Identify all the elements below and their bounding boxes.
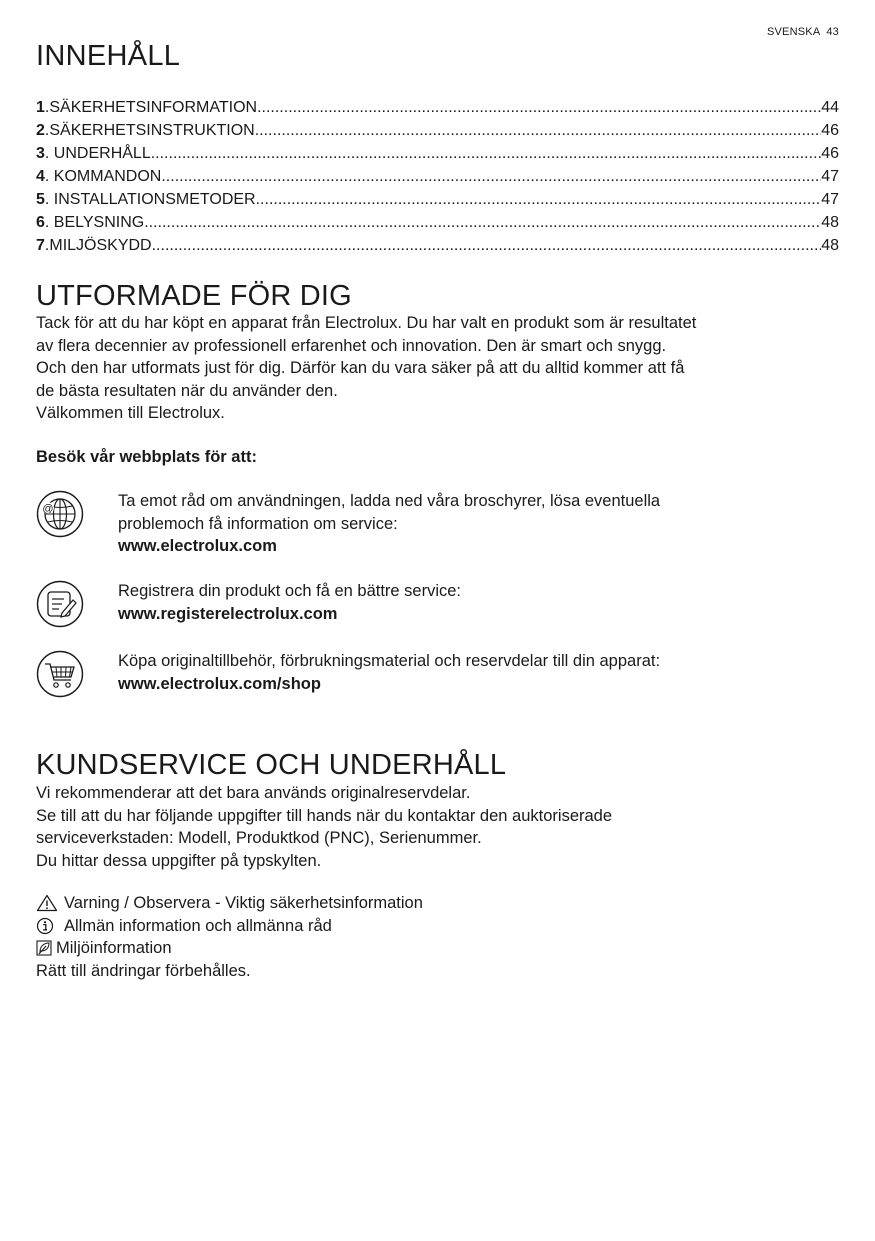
intro-line: av flera decennier av professionell erfarenhet och innovation. Den är smart och snygg.: [36, 336, 667, 355]
toc-label: SÄKERHETSINFORMATION: [49, 99, 258, 116]
legend-item: [36, 892, 736, 915]
intro-line: de bästa resultaten när du använder den.: [36, 381, 338, 400]
toc-page: 47: [821, 168, 839, 185]
toc-label: BELYSNING: [53, 214, 145, 231]
toc-item[interactable]: [36, 96, 839, 119]
toc-leader: [255, 119, 821, 142]
service-text: [118, 650, 818, 695]
toc-separator: .: [44, 214, 54, 231]
customer-service-line: Se till att du har följande uppgifter till hands när du kontaktar den auktoriserade: [36, 806, 613, 825]
toc-separator: .: [44, 99, 50, 116]
toc-number: 2: [36, 122, 45, 139]
toc-page: 44: [821, 99, 839, 116]
toc-label: MILJÖSKYDD: [49, 237, 152, 254]
toc-title: INNEHÅLL: [36, 40, 181, 72]
customer-service-text: [36, 782, 826, 872]
customer-service-title: KUNDSERVICE OCH UNDERHÅLL: [36, 749, 507, 781]
svg-text:@: @: [42, 503, 54, 515]
warning-icon: [36, 894, 58, 912]
toc-number: 6: [36, 214, 45, 231]
toc-number: 4: [36, 168, 45, 185]
designed-for-you-title: UTFORMADE FÖR DIG: [36, 280, 352, 312]
leaf-icon: [36, 939, 52, 957]
page-number: 43: [826, 26, 839, 38]
toc-label: INSTALLATIONSMETODER: [53, 191, 256, 208]
toc-page: 47: [821, 191, 839, 208]
toc-leader: [151, 142, 821, 165]
service-line: Ta emot råd om användningen, ladda ned våra broschyrer, lösa eventuella: [118, 492, 661, 510]
toc-separator: .: [44, 237, 50, 254]
toc-leader: [256, 188, 822, 211]
cart-icon: [36, 650, 84, 698]
intro-line: Och den har utformats just för dig. Därför kan du vara säker på att du alltid kommer att få: [36, 359, 685, 377]
toc-number: 1: [36, 99, 45, 116]
legend-text: Miljöinformation: [56, 939, 172, 957]
service-link[interactable]: www.registerelectrolux.com: [118, 604, 338, 623]
toc-leader: [144, 211, 821, 234]
toc-page: 46: [821, 122, 839, 139]
toc-number: 3: [36, 145, 45, 162]
globe-icon: [36, 490, 84, 538]
info-icon: [36, 917, 58, 935]
service-link[interactable]: www.electrolux.com/shop: [118, 674, 321, 693]
legend-item: [36, 937, 736, 960]
toc-leader: [161, 165, 821, 188]
toc-separator: .: [44, 122, 50, 139]
legend-footer: [36, 960, 736, 983]
toc-item[interactable]: [36, 234, 839, 257]
register-icon: [36, 580, 84, 628]
toc-label: SÄKERHETSINSTRUKTION: [49, 122, 255, 139]
toc-item[interactable]: [36, 165, 839, 188]
toc-item[interactable]: [36, 211, 839, 234]
legend-text: Allmän information och allmänna råd: [64, 916, 332, 935]
service-line: Köpa originaltillbehör, förbrukningsmaterial och reservdelar till din apparat:: [118, 652, 661, 670]
toc-label: KOMMANDON: [53, 168, 162, 185]
intro-text: [36, 312, 826, 425]
legend-item: [36, 915, 736, 938]
service-text: [118, 490, 818, 558]
toc-item[interactable]: [36, 142, 839, 165]
toc-page: 48: [821, 214, 839, 231]
intro-line: Välkommen till Electrolux.: [36, 404, 225, 422]
disclaimer-text: Rätt till ändringar förbehålles.: [36, 961, 251, 980]
toc-number: 7: [36, 237, 45, 254]
customer-service-line: Vi rekommenderar att det bara används originalreservdelar.: [36, 784, 471, 802]
toc-separator: .: [44, 168, 54, 185]
service-link[interactable]: www.electrolux.com: [118, 537, 277, 555]
intro-line: Tack för att du har köpt en apparat från Electrolux. Du har valt en produkt som är resultatet: [36, 314, 697, 332]
table-of-contents: [36, 96, 839, 257]
toc-leader: [152, 234, 822, 257]
toc-page: 46: [821, 145, 839, 162]
customer-service-line: serviceverkstaden: Modell, Produktkod (PNC), Serienummer.: [36, 829, 482, 847]
toc-label: UNDERHÅLL: [53, 145, 151, 162]
page-header: [767, 26, 839, 38]
visit-heading: Besök vår webbplats för att:: [36, 448, 257, 466]
toc-separator: .: [44, 191, 54, 208]
toc-item[interactable]: [36, 188, 839, 211]
customer-service-line: Du hittar dessa uppgifter på typskylten.: [36, 851, 322, 870]
service-line: Registrera din produkt och få en bättre service:: [118, 582, 462, 600]
service-text: [118, 580, 818, 625]
service-line: problemoch få information om service:: [118, 514, 398, 533]
toc-leader: [257, 96, 821, 119]
toc-page: 48: [821, 237, 839, 254]
toc-item[interactable]: [36, 119, 839, 142]
toc-separator: .: [44, 145, 54, 162]
language-label: SVENSKA: [766, 26, 821, 38]
symbol-legend: [36, 892, 736, 982]
toc-number: 5: [36, 191, 45, 208]
legend-text: Varning / Observera - Viktig säkerhetsinformation: [64, 894, 423, 912]
